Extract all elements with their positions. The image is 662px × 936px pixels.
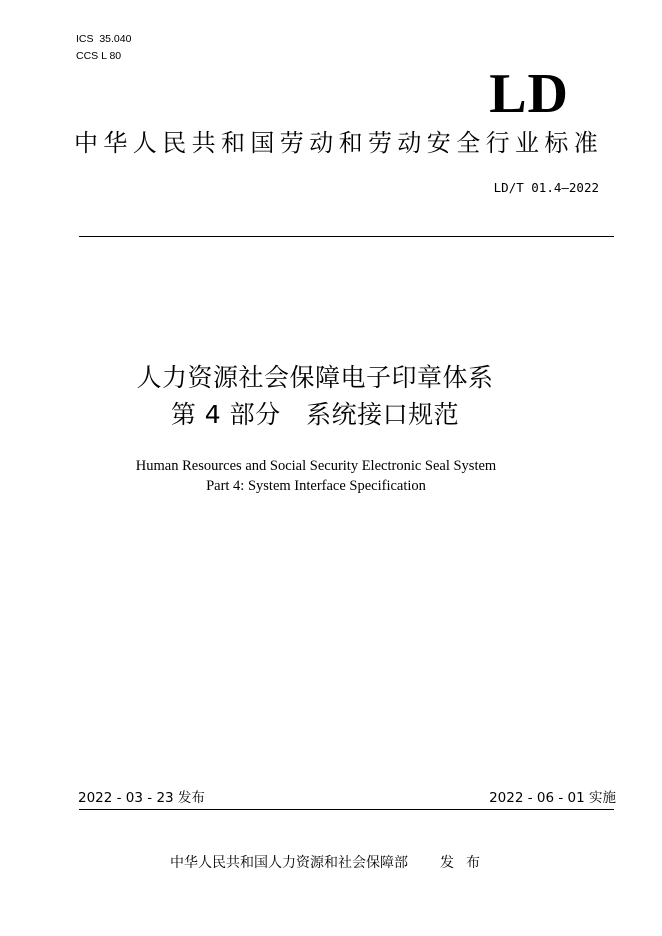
classification-codes [76,31,131,65]
publisher-line [0,852,662,874]
top-divider [79,236,614,237]
industry-standard-title: 中华人民共和国劳动和劳动安全行业标准 [74,129,604,157]
bottom-divider [79,809,614,810]
ccs-code: CCS L 80 [76,50,122,62]
standard-number: LD/T 01.4—2022 [493,180,599,195]
issue-date: 2022 - 03 - 23 发布 [78,790,205,806]
title-chinese-line-1: 人力资源社会保障电子印章体系 [136,363,494,392]
implementation-date: 2022 - 06 - 01 实施 [489,790,616,806]
title-english-line-2: Part 4: System Interface Specification [206,478,426,494]
ld-logo: LD [489,63,569,125]
publisher-organization: 中华人民共和国人力资源和社会保障部 [170,855,408,871]
publisher-action: 发布 [440,855,492,871]
title-chinese-line-2: 第 4 部分 系统接口规范 [170,400,460,429]
title-english-line-1: Human Resources and Social Security Electronic Seal System [135,458,497,474]
ics-code: ICS 35.040 [76,33,132,45]
